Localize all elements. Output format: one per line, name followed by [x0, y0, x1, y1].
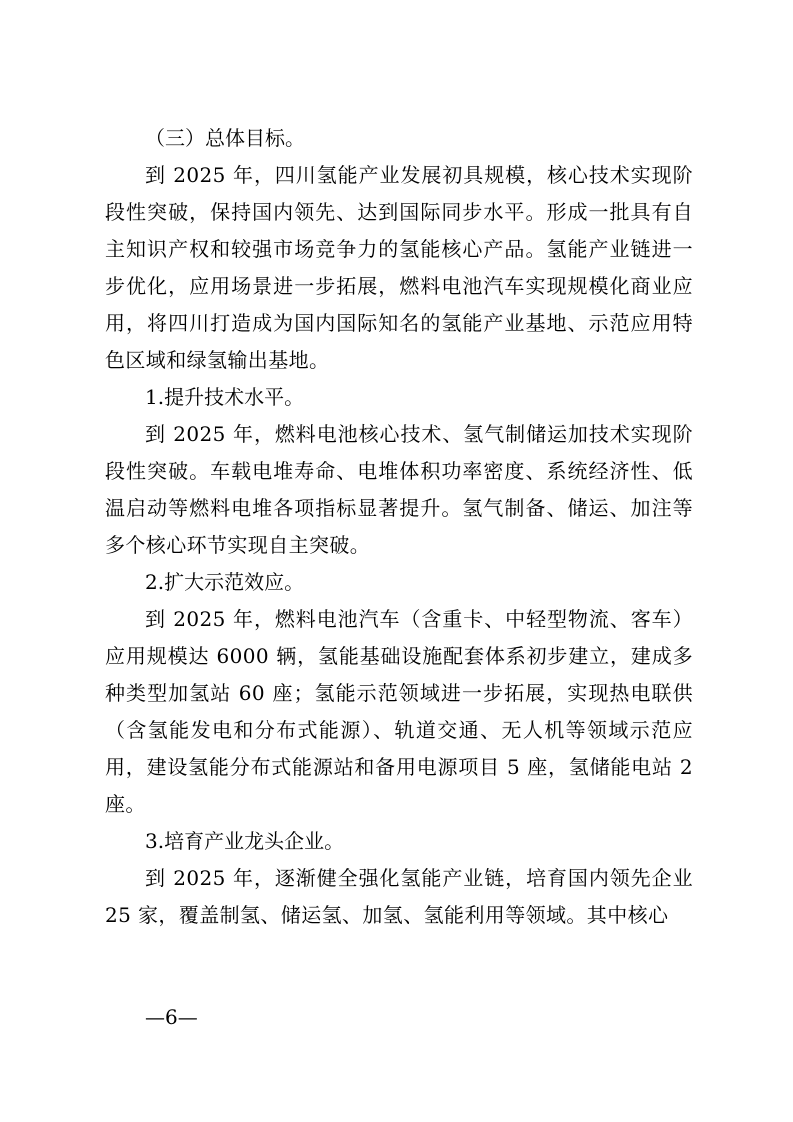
page-number: —6— [145, 1005, 198, 1029]
subheading-technology: 1.提升技术水平。 [145, 385, 305, 409]
subheading-demonstration: 2.扩大示范效应。 [145, 570, 305, 594]
section-heading: （三）总体目标。 [145, 126, 305, 150]
paragraph-enterprises: 到 2025 年，逐渐健全强化氢能产业链，培育国内领先企业 25 家，覆盖制氢、储运氢、加氢、氢能利用等领域。其中核心 [105, 866, 693, 927]
document-body [105, 120, 693, 934]
paragraph-technology: 到 2025 年，燃料电池核心技术、氢气制储运加技术实现阶段性突破。车载电堆寿命、电堆体积功率密度、系统经济性、低温启动等燃料电堆各项指标显著提升。氢气制备、储运、加注等多个核心环节实现自主突破。 [105, 422, 693, 557]
paragraph-overall-goal: 到 2025 年，四川氢能产业发展初具规模，核心技术实现阶段性突破，保持国内领先、达到国际同步水平。形成一批具有自主知识产权和较强市场竞争力的氢能核心产品。氢能产业链进一步优化，应用场景进一步拓展，燃料电池汽车实现规模化商业应用，将四川打造成为国内国际知名的氢能产业基地、示范应用特色区域和绿氢输出基地。 [105, 163, 693, 372]
subheading-enterprises: 3.培育产业龙头企业。 [145, 829, 345, 853]
paragraph-demonstration: 到 2025 年，燃料电池汽车（含重卡、中轻型物流、客车）应用规模达 6000 辆，氢能基础设施配套体系初步建立，建成多种类型加氢站 60 座；氢能示范领域进一步拓展，实现热电联供（含氢能发电和分布式能源）、轨道交通、无人机等领域示范应用，建设氢能分布式能源站和备用电源项目 5 座，氢储能电站 2 座。 [105, 607, 693, 816]
